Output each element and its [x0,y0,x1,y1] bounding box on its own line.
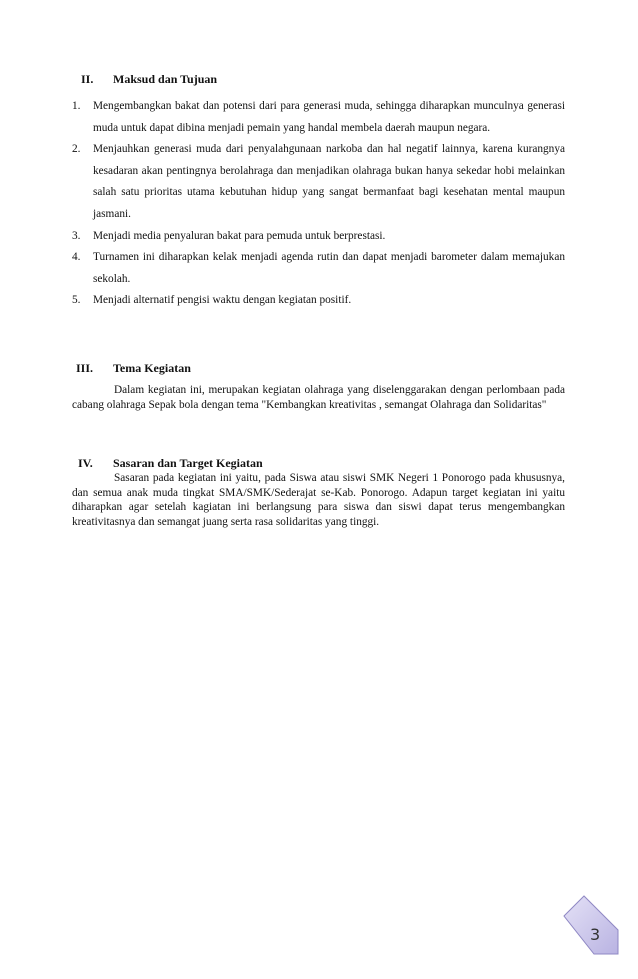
section-iv-number: IV. [78,456,93,470]
item-number: 1. [72,100,81,112]
section-ii-heading [81,72,93,87]
item-number: 3. [72,229,81,242]
section-iii-number: III. [76,361,94,375]
list-item [72,290,565,312]
item-number: 5. [72,294,81,307]
item-text: Menjadi media penyaluran bakat para pemuda untuk berprestasi. [93,229,386,242]
list-item [72,226,565,248]
item-text: Menjauhkan generasi muda dari penyalahgunaan narkoba dan hal negatif lainnya, karena kurangnya kesadaran akan pentingnya berolahraga dan menjadikan olahraga bukan hanya sekedar hobi melainkan salah satu prioritas utama kebutuhan hidup yang sangat bermanfaat bagi kesehatan mental maupun jasmani. [93,143,565,220]
page-number: 3 [590,925,601,944]
list-item [72,139,565,225]
section-ii-title: Maksud dan Tujuan [113,72,218,86]
list-item [72,247,565,290]
theme-paragraph: Dalam kegiatan ini, merupakan kegiatan olahraga yang diselenggarakan dengan perlombaan pada cabang olahraga Sepak bola dengan tema "Kembangkan kreativitas , semangat Olahraga dan Solidaritas" [72,384,565,411]
item-text: Mengembangkan bakat dan potensi dari para generasi muda, sehingga diharapkan munculnya generasi muda untuk dapat dibina menjadi pemain yang handal membela daerah maupun negara. [93,100,565,134]
objectives-list [72,96,565,312]
item-number: 2. [72,143,81,156]
item-text: Menjadi alternatif pengisi waktu dengan kegiatan positif. [93,294,352,307]
item-text: Turnamen ini diharapkan kelak menjadi agenda rutin dan dapat menjadi barometer dalam memajukan sekolah. [93,251,565,285]
target-paragraph: Sasaran pada kegiatan ini yaitu, pada Siswa atau siswi SMK Negeri 1 Ponorogo pada khususnya, dan semua anak muda tingkat SMA/SMK/Sederajat se-Kab. Ponorogo. Adapun target kegiatan ini yaitu diharapkan agar setelah kagiatan ini berlangsung para siswa dan siswi dapat terus mengembangkan kreativitasnya dan semangat juang serta rasa solidaritas yang tinggi. [72,472,565,528]
list-item [72,96,565,139]
item-number: 4. [72,251,81,264]
section-iii-title: Tema Kegiatan [113,361,191,375]
section-iv-title: Sasaran dan Target Kegiatan [113,456,263,470]
section-number: II. [81,72,94,86]
